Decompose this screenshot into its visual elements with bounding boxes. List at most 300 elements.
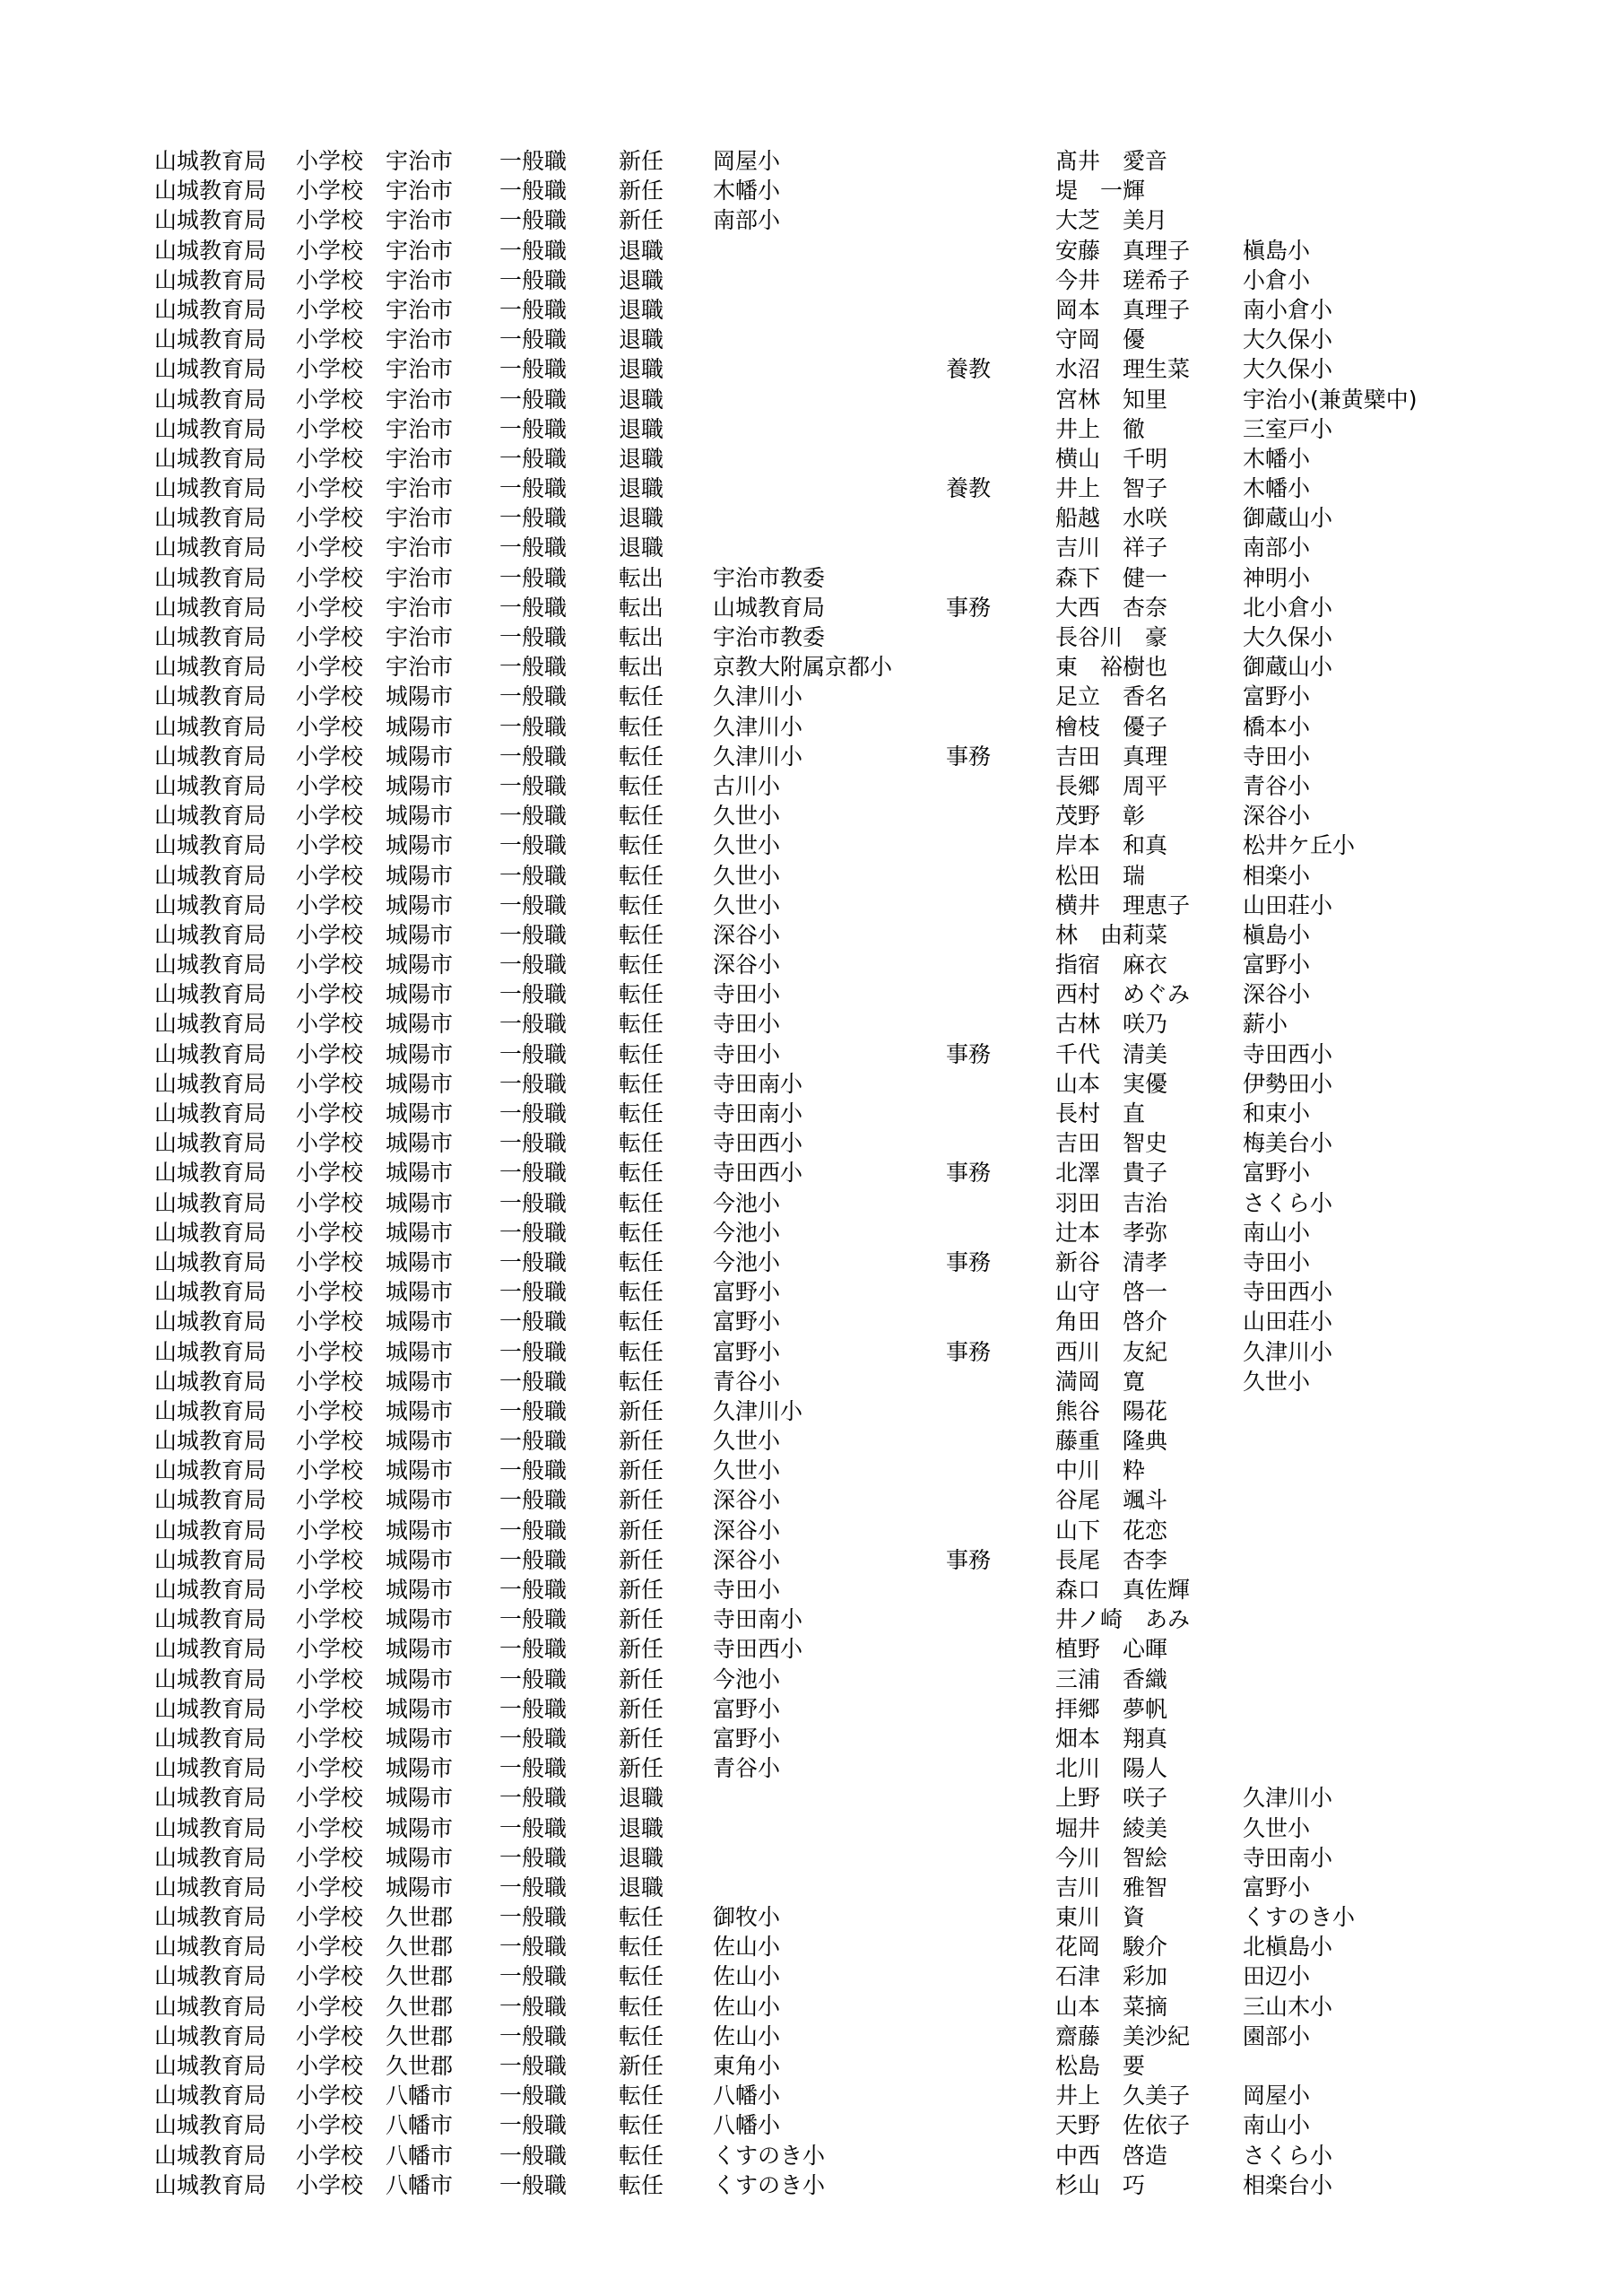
school-level-cell: 小学校	[296, 1577, 364, 1603]
employment-type-cell: 一般職	[499, 1934, 568, 1961]
destination-cell: 寺田小	[713, 1040, 781, 1067]
job-title-cell: 事務	[946, 1160, 992, 1187]
school-level-cell: 小学校	[296, 713, 364, 740]
origin-school-cell: 寺田小	[1243, 743, 1311, 770]
city-cell: 城陽市	[386, 1160, 454, 1187]
person-name-cell: 堀井 綾美	[1055, 1814, 1168, 1841]
transfer-kind-cell: 退職	[619, 237, 664, 264]
school-level-cell: 小学校	[296, 683, 364, 710]
office-cell: 山城教育局	[154, 2112, 267, 2139]
table-row	[0, 1069, 1622, 1099]
school-level-cell: 小学校	[296, 237, 364, 264]
person-name-cell: 横井 理恵子	[1055, 891, 1191, 918]
city-cell: 宇治市	[386, 326, 454, 353]
city-cell: 城陽市	[386, 713, 454, 740]
employment-type-cell: 一般職	[499, 594, 568, 621]
table-row	[0, 1456, 1622, 1485]
person-name-cell: 岡本 真理子	[1055, 296, 1191, 323]
employment-type-cell: 一般職	[499, 1546, 568, 1573]
office-cell: 山城教育局	[154, 891, 267, 918]
table-row	[0, 414, 1622, 444]
destination-cell: 寺田小	[713, 1011, 781, 1038]
city-cell: 久世郡	[386, 2053, 454, 2079]
employment-type-cell: 一般職	[499, 1665, 568, 1692]
destination-cell: 八幡小	[713, 2112, 781, 2139]
school-level-cell: 小学校	[296, 2053, 364, 2079]
table-row	[0, 1367, 1622, 1396]
transfer-kind-cell: 転出	[619, 654, 664, 681]
office-cell: 山城教育局	[154, 356, 267, 383]
transfer-kind-cell: 転任	[619, 1219, 664, 1246]
origin-school-cell: 南部小	[1243, 535, 1311, 561]
school-level-cell: 小学校	[296, 1397, 364, 1424]
person-name-cell: 上野 咲子	[1055, 1785, 1168, 1812]
office-cell: 山城教育局	[154, 415, 267, 442]
school-level-cell: 小学校	[296, 803, 364, 830]
employment-type-cell: 一般職	[499, 1606, 568, 1633]
transfer-kind-cell: 転任	[619, 772, 664, 799]
transfer-kind-cell: 新任	[619, 1636, 664, 1663]
table-row	[0, 2141, 1622, 2170]
employment-type-cell: 一般職	[499, 862, 568, 889]
table-row	[0, 1783, 1622, 1813]
origin-school-cell: 山田荘小	[1243, 891, 1333, 918]
school-level-cell: 小学校	[296, 1368, 364, 1395]
employment-type-cell: 一般職	[499, 1397, 568, 1424]
school-level-cell: 小学校	[296, 743, 364, 770]
employment-type-cell: 一般職	[499, 1577, 568, 1603]
city-cell: 宇治市	[386, 296, 454, 323]
office-cell: 山城教育局	[154, 1577, 267, 1603]
school-level-cell: 小学校	[296, 1606, 364, 1633]
school-level-cell: 小学校	[296, 207, 364, 234]
table-row	[0, 771, 1622, 801]
office-cell: 山城教育局	[154, 2022, 267, 2049]
city-cell: 城陽市	[386, 1189, 454, 1216]
transfer-kind-cell: 転任	[619, 952, 664, 978]
office-cell: 山城教育局	[154, 505, 267, 532]
school-level-cell: 小学校	[296, 2083, 364, 2109]
person-name-cell: 植野 心暉	[1055, 1636, 1168, 1663]
city-cell: 宇治市	[386, 445, 454, 472]
transfer-kind-cell: 転出	[619, 564, 664, 591]
person-name-cell: 西村 めぐみ	[1055, 981, 1191, 1008]
office-cell: 山城教育局	[154, 1248, 267, 1275]
transfer-kind-cell: 転任	[619, 1309, 664, 1335]
table-row	[0, 1932, 1622, 1961]
job-title-cell: 事務	[946, 1040, 992, 1067]
transfer-kind-cell: 転任	[619, 1904, 664, 1931]
person-name-cell: 長村 直	[1055, 1100, 1146, 1126]
table-row	[0, 1188, 1622, 1218]
office-cell: 山城教育局	[154, 713, 267, 740]
origin-school-cell: 大久保小	[1243, 624, 1333, 650]
table-row	[0, 652, 1622, 682]
person-name-cell: 北川 陽人	[1055, 1755, 1168, 1782]
employment-type-cell: 一般職	[499, 1100, 568, 1126]
employment-type-cell: 一般職	[499, 1011, 568, 1038]
table-row	[0, 1992, 1622, 2022]
office-cell: 山城教育局	[154, 1606, 267, 1633]
transfer-kind-cell: 新任	[619, 1606, 664, 1633]
office-cell: 山城教育局	[154, 803, 267, 830]
destination-cell: 久津川小	[713, 713, 803, 740]
city-cell: 宇治市	[386, 475, 454, 502]
school-level-cell: 小学校	[296, 1011, 364, 1038]
office-cell: 山城教育局	[154, 921, 267, 948]
school-level-cell: 小学校	[296, 1934, 364, 1961]
table-row	[0, 146, 1622, 176]
destination-cell: 佐山小	[713, 2022, 781, 2049]
origin-school-cell: 園部小	[1243, 2022, 1311, 2049]
origin-school-cell: 御蔵山小	[1243, 654, 1333, 681]
origin-school-cell: 南小倉小	[1243, 296, 1333, 323]
transfer-kind-cell: 転任	[619, 2112, 664, 2139]
table-row	[0, 622, 1622, 652]
city-cell: 八幡市	[386, 2142, 454, 2169]
transfer-kind-cell: 転任	[619, 713, 664, 740]
destination-cell: 南部小	[713, 207, 781, 234]
employment-type-cell: 一般職	[499, 1040, 568, 1067]
city-cell: 城陽市	[386, 1725, 454, 1752]
origin-school-cell: 三室戸小	[1243, 415, 1333, 442]
employment-type-cell: 一般職	[499, 1487, 568, 1514]
transfer-kind-cell: 退職	[619, 535, 664, 561]
table-row	[0, 503, 1622, 533]
city-cell: 宇治市	[386, 356, 454, 383]
transfer-kind-cell: 新任	[619, 1428, 664, 1455]
person-name-cell: 石津 彩加	[1055, 1963, 1168, 1990]
office-cell: 山城教育局	[154, 594, 267, 621]
destination-cell: 佐山小	[713, 1963, 781, 1990]
table-row	[0, 920, 1622, 950]
person-name-cell: 宮林 知里	[1055, 386, 1168, 413]
city-cell: 久世郡	[386, 1934, 454, 1961]
employment-type-cell: 一般職	[499, 624, 568, 650]
office-cell: 山城教育局	[154, 1309, 267, 1335]
destination-cell: 寺田南小	[713, 1100, 803, 1126]
transfer-kind-cell: 転任	[619, 2142, 664, 2169]
city-cell: 城陽市	[386, 1100, 454, 1126]
employment-type-cell: 一般職	[499, 952, 568, 978]
person-name-cell: 松田 瑞	[1055, 862, 1146, 889]
employment-type-cell: 一般職	[499, 178, 568, 204]
office-cell: 山城教育局	[154, 1189, 267, 1216]
destination-cell: 寺田小	[713, 1577, 781, 1603]
destination-cell: 久津川小	[713, 1397, 803, 1424]
employment-type-cell: 一般職	[499, 743, 568, 770]
destination-cell: 久世小	[713, 1457, 781, 1484]
origin-school-cell: 久世小	[1243, 1368, 1311, 1395]
school-level-cell: 小学校	[296, 1248, 364, 1275]
person-name-cell: 西川 友紀	[1055, 1338, 1168, 1365]
city-cell: 城陽市	[386, 1785, 454, 1812]
employment-type-cell: 一般職	[499, 1189, 568, 1216]
school-level-cell: 小学校	[296, 981, 364, 1008]
table-row	[0, 593, 1622, 622]
person-name-cell: 堤 一輝	[1055, 178, 1146, 204]
office-cell: 山城教育局	[154, 1457, 267, 1484]
city-cell: 城陽市	[386, 1219, 454, 1246]
transfer-kind-cell: 転任	[619, 1934, 664, 1961]
school-level-cell: 小学校	[296, 1963, 364, 1990]
destination-cell: 久世小	[713, 832, 781, 859]
destination-cell: 久津川小	[713, 683, 803, 710]
transfer-kind-cell: 退職	[619, 475, 664, 502]
origin-school-cell: 槇島小	[1243, 921, 1311, 948]
destination-cell: 深谷小	[713, 1517, 781, 1544]
city-cell: 城陽市	[386, 1665, 454, 1692]
employment-type-cell: 一般職	[499, 356, 568, 383]
transfer-kind-cell: 転任	[619, 832, 664, 859]
table-row	[0, 891, 1622, 920]
table-row	[0, 801, 1622, 831]
office-cell: 山城教育局	[154, 207, 267, 234]
transfer-kind-cell: 退職	[619, 1814, 664, 1841]
destination-cell: 富野小	[713, 1279, 781, 1306]
origin-school-cell: 寺田西小	[1243, 1040, 1333, 1067]
city-cell: 宇治市	[386, 505, 454, 532]
origin-school-cell: 橋本小	[1243, 713, 1311, 740]
school-level-cell: 小学校	[296, 415, 364, 442]
city-cell: 城陽市	[386, 803, 454, 830]
person-name-cell: 角田 啓介	[1055, 1309, 1168, 1335]
destination-cell: 寺田西小	[713, 1130, 803, 1157]
city-cell: 久世郡	[386, 1963, 454, 1990]
employment-type-cell: 一般職	[499, 148, 568, 174]
destination-cell: 久世小	[713, 862, 781, 889]
office-cell: 山城教育局	[154, 1070, 267, 1097]
transfer-kind-cell: 退職	[619, 1785, 664, 1812]
table-row	[0, 831, 1622, 860]
school-level-cell: 小学校	[296, 326, 364, 353]
destination-cell: 寺田小	[713, 981, 781, 1008]
employment-type-cell: 一般職	[499, 2053, 568, 2079]
transfer-kind-cell: 転任	[619, 1189, 664, 1216]
table-row	[0, 1396, 1622, 1426]
city-cell: 宇治市	[386, 415, 454, 442]
school-level-cell: 小学校	[296, 1309, 364, 1335]
origin-school-cell: 相楽小	[1243, 862, 1311, 889]
destination-cell: 久世小	[713, 1428, 781, 1455]
table-row	[0, 205, 1622, 235]
destination-cell: 寺田南小	[713, 1070, 803, 1097]
transfer-kind-cell: 新任	[619, 1546, 664, 1573]
school-level-cell: 小学校	[296, 1665, 364, 1692]
origin-school-cell: 富野小	[1243, 1160, 1311, 1187]
office-cell: 山城教育局	[154, 1487, 267, 1514]
employment-type-cell: 一般職	[499, 415, 568, 442]
employment-type-cell: 一般職	[499, 1725, 568, 1752]
person-name-cell: 指宿 麻衣	[1055, 952, 1168, 978]
transfer-kind-cell: 退職	[619, 266, 664, 293]
destination-cell: 深谷小	[713, 952, 781, 978]
transfer-kind-cell: 新任	[619, 2053, 664, 2079]
school-level-cell: 小学校	[296, 862, 364, 889]
transfer-kind-cell: 転任	[619, 1040, 664, 1067]
employment-type-cell: 一般職	[499, 1248, 568, 1275]
table-row	[0, 1277, 1622, 1307]
school-level-cell: 小学校	[296, 1428, 364, 1455]
employment-type-cell: 一般職	[499, 1695, 568, 1722]
school-level-cell: 小学校	[296, 624, 364, 650]
table-row	[0, 1009, 1622, 1039]
origin-school-cell: 田辺小	[1243, 1963, 1311, 1990]
employment-type-cell: 一般職	[499, 2022, 568, 2049]
origin-school-cell: 富野小	[1243, 683, 1311, 710]
school-level-cell: 小学校	[296, 1517, 364, 1544]
employment-type-cell: 一般職	[499, 1219, 568, 1246]
employment-type-cell: 一般職	[499, 505, 568, 532]
employment-type-cell: 一般職	[499, 1844, 568, 1871]
school-level-cell: 小学校	[296, 1695, 364, 1722]
person-name-cell: 吉田 真理	[1055, 743, 1168, 770]
office-cell: 山城教育局	[154, 654, 267, 681]
table-row	[0, 1158, 1622, 1187]
table-row	[0, 444, 1622, 474]
city-cell: 城陽市	[386, 921, 454, 948]
destination-cell: 宇治市教委	[713, 564, 826, 591]
office-cell: 山城教育局	[154, 862, 267, 889]
person-name-cell: 天野 佐依子	[1055, 2112, 1191, 2139]
employment-type-cell: 一般職	[499, 1785, 568, 1812]
person-name-cell: 今井 瑳希子	[1055, 266, 1191, 293]
city-cell: 城陽市	[386, 981, 454, 1008]
origin-school-cell: 木幡小	[1243, 475, 1311, 502]
origin-school-cell: 南山小	[1243, 1219, 1311, 1246]
school-level-cell: 小学校	[296, 1755, 364, 1782]
school-level-cell: 小学校	[296, 2022, 364, 2049]
destination-cell: 富野小	[713, 1695, 781, 1722]
destination-cell: 深谷小	[713, 921, 781, 948]
city-cell: 城陽市	[386, 772, 454, 799]
employment-type-cell: 一般職	[499, 772, 568, 799]
destination-cell: 青谷小	[713, 1368, 781, 1395]
transfer-kind-cell: 転任	[619, 2022, 664, 2049]
transfer-kind-cell: 退職	[619, 415, 664, 442]
city-cell: 城陽市	[386, 1814, 454, 1841]
table-row	[0, 742, 1622, 771]
destination-cell: 佐山小	[713, 1934, 781, 1961]
office-cell: 山城教育局	[154, 1100, 267, 1126]
table-row	[0, 1813, 1622, 1843]
city-cell: 宇治市	[386, 237, 454, 264]
origin-school-cell: 大久保小	[1243, 326, 1333, 353]
school-level-cell: 小学校	[296, 1130, 364, 1157]
transfer-kind-cell: 転任	[619, 1993, 664, 2020]
person-name-cell: 吉田 智史	[1055, 1130, 1168, 1157]
origin-school-cell: 深谷小	[1243, 981, 1311, 1008]
person-name-cell: 髙井 愛音	[1055, 148, 1168, 174]
destination-cell: 久世小	[713, 891, 781, 918]
person-name-cell: 東川 資	[1055, 1904, 1146, 1931]
school-level-cell: 小学校	[296, 2142, 364, 2169]
office-cell: 山城教育局	[154, 1279, 267, 1306]
destination-cell: 今池小	[713, 1219, 781, 1246]
city-cell: 宇治市	[386, 178, 454, 204]
person-name-cell: 長谷川 豪	[1055, 624, 1168, 650]
destination-cell: くすのき小	[713, 2142, 826, 2169]
employment-type-cell: 一般職	[499, 475, 568, 502]
person-name-cell: 新谷 清孝	[1055, 1248, 1168, 1275]
office-cell: 山城教育局	[154, 1130, 267, 1157]
person-name-cell: 森口 真佐輝	[1055, 1577, 1191, 1603]
person-name-cell: 吉川 雅智	[1055, 1874, 1168, 1900]
person-name-cell: 長尾 杏李	[1055, 1546, 1168, 1573]
city-cell: 城陽市	[386, 1309, 454, 1335]
transfer-kind-cell: 転任	[619, 1011, 664, 1038]
school-level-cell: 小学校	[296, 2112, 364, 2139]
employment-type-cell: 一般職	[499, 445, 568, 472]
office-cell: 山城教育局	[154, 535, 267, 561]
transfer-kind-cell: 退職	[619, 445, 664, 472]
office-cell: 山城教育局	[154, 1963, 267, 1990]
transfer-kind-cell: 転任	[619, 921, 664, 948]
table-row	[0, 1099, 1622, 1128]
employment-type-cell: 一般職	[499, 1309, 568, 1335]
person-name-cell: 山本 実優	[1055, 1070, 1168, 1097]
table-row	[0, 1545, 1622, 1575]
transfer-kind-cell: 転任	[619, 1130, 664, 1157]
office-cell: 山城教育局	[154, 2053, 267, 2079]
city-cell: 城陽市	[386, 832, 454, 859]
origin-school-cell: さくら小	[1243, 2142, 1333, 2169]
office-cell: 山城教育局	[154, 1785, 267, 1812]
city-cell: 城陽市	[386, 1130, 454, 1157]
school-level-cell: 小学校	[296, 178, 364, 204]
origin-school-cell: 寺田西小	[1243, 1279, 1333, 1306]
city-cell: 久世郡	[386, 1904, 454, 1931]
office-cell: 山城教育局	[154, 475, 267, 502]
table-row	[0, 1724, 1622, 1753]
employment-type-cell: 一般職	[499, 1963, 568, 1990]
employment-type-cell: 一般職	[499, 2142, 568, 2169]
city-cell: 宇治市	[386, 535, 454, 561]
table-row	[0, 533, 1622, 562]
transfer-kind-cell: 転任	[619, 1160, 664, 1187]
job-title-cell: 養教	[946, 356, 992, 383]
job-title-cell: 事務	[946, 1546, 992, 1573]
person-name-cell: 羽田 吉治	[1055, 1189, 1168, 1216]
origin-school-cell: 三山木小	[1243, 1993, 1333, 2020]
person-name-cell: 安藤 真理子	[1055, 237, 1191, 264]
table-row	[0, 2170, 1622, 2200]
origin-school-cell: 山田荘小	[1243, 1309, 1333, 1335]
origin-school-cell: 大久保小	[1243, 356, 1333, 383]
person-name-cell: 茂野 彰	[1055, 803, 1146, 830]
city-cell: 城陽市	[386, 1755, 454, 1782]
origin-school-cell: 北小倉小	[1243, 594, 1333, 621]
table-row	[0, 1426, 1622, 1456]
office-cell: 山城教育局	[154, 2171, 267, 2198]
city-cell: 城陽市	[386, 1040, 454, 1067]
school-level-cell: 小学校	[296, 475, 364, 502]
destination-cell: 八幡小	[713, 2083, 781, 2109]
school-level-cell: 小学校	[296, 1725, 364, 1752]
transfer-kind-cell: 退職	[619, 1844, 664, 1871]
office-cell: 山城教育局	[154, 445, 267, 472]
person-name-cell: 岸本 和真	[1055, 832, 1168, 859]
employment-type-cell: 一般職	[499, 713, 568, 740]
table-row	[0, 1902, 1622, 1932]
school-level-cell: 小学校	[296, 296, 364, 323]
city-cell: 宇治市	[386, 654, 454, 681]
table-row	[0, 1039, 1622, 1069]
person-name-cell: 山下 花恋	[1055, 1517, 1168, 1544]
person-name-cell: 山本 菜摘	[1055, 1993, 1168, 2020]
person-name-cell: 林 由莉菜	[1055, 921, 1168, 948]
person-name-cell: 今川 智絵	[1055, 1844, 1168, 1871]
